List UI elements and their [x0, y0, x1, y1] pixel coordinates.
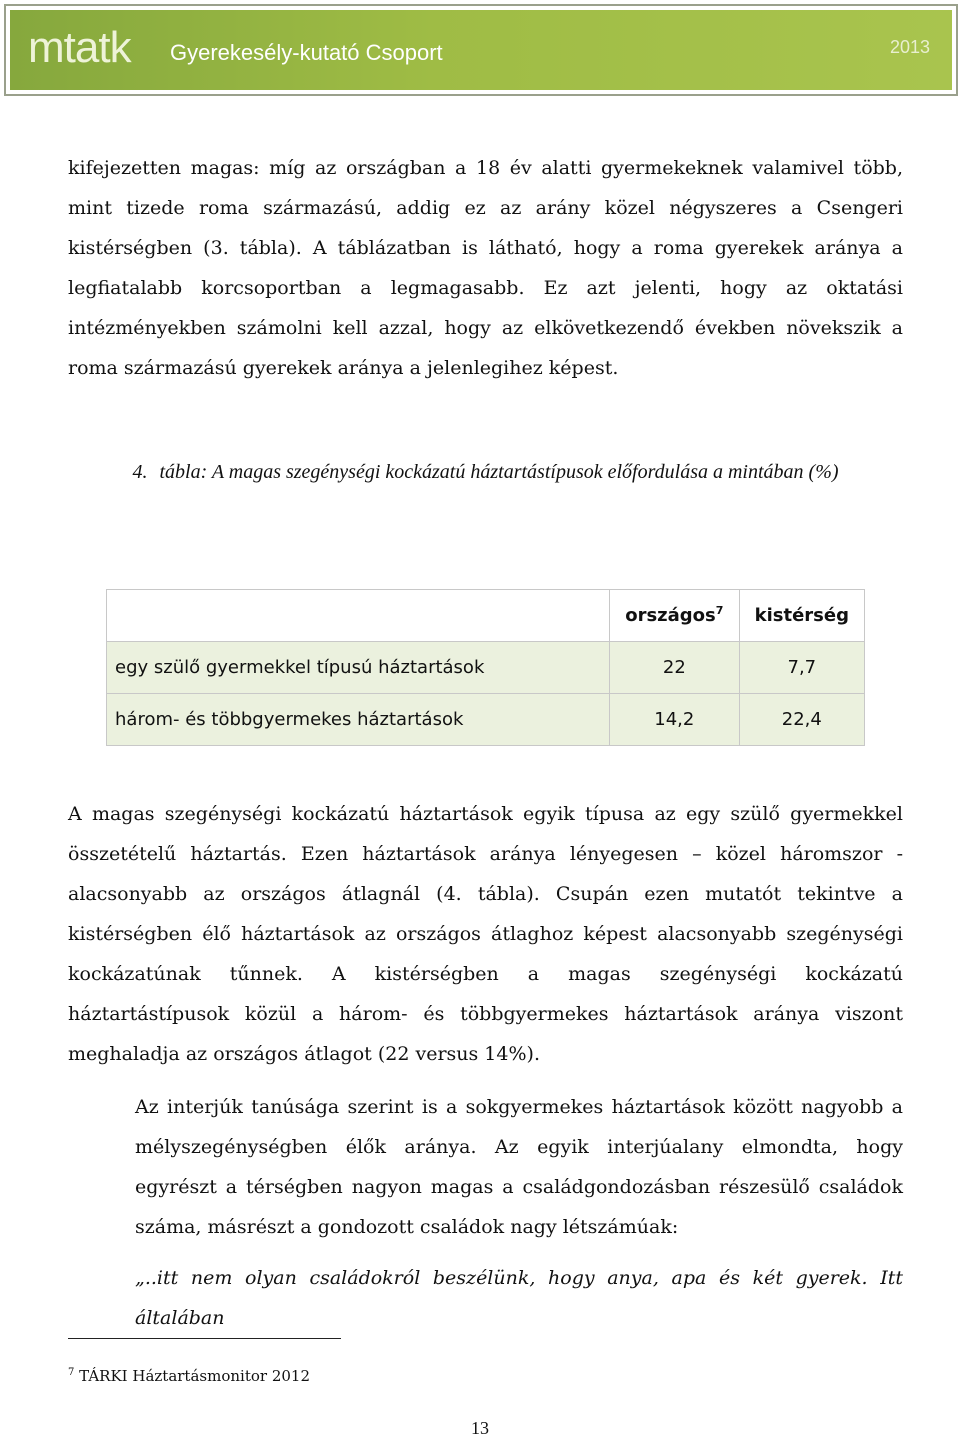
page-number: 13 — [471, 1418, 489, 1438]
footnote-text: TÁRKI Háztartásmonitor 2012 — [79, 1367, 310, 1385]
table-caption — [68, 452, 903, 492]
table-header-row — [107, 590, 865, 642]
cell-orszagos: 22 — [610, 642, 740, 694]
footnote-divider — [68, 1338, 341, 1339]
table-row — [107, 694, 865, 746]
cell-orszagos: 14,2 — [610, 694, 740, 746]
table-header-blank — [107, 590, 610, 642]
banner-background — [10, 10, 952, 90]
paragraph-analysis: A magas szegénységi kockázatú háztartások egyik típusa az egy szülő gyermekkel összetételű háztartás. Ezen háztartások aránya lényegesen – közel háromszor - alacsonyabb az országos átlagnál (4. tábla). Csupán ezen mutatót tekintve a kistérségben élő háztartások az országos átlaghoz képest alacsonyabb szegénységi kockázatúnak tűnnek. A kistérségben a magas szegénységi kockázatú háztartástípusok közül a három- és többgyermekes háztartások aránya viszont meghaladja az országos átlagot (22 versus 14%). — [68, 803, 903, 1065]
group-name: Gyerekesély-kutató Csoport — [170, 40, 443, 65]
footnote — [68, 1366, 310, 1386]
header-kisterseg: kistérség — [739, 590, 864, 642]
table-caption-text: tábla: A magas szegénységi kockázatú háztartástípusok előfordulása a mintában (%) — [159, 461, 839, 483]
table-row — [107, 642, 865, 694]
header-orszagos-label: országos — [625, 605, 716, 626]
row-label: három- és többgyermekes háztartások — [107, 694, 610, 746]
cell-kisterseg: 7,7 — [739, 642, 864, 694]
header-orszagos — [610, 590, 740, 642]
paragraph-intro: kifejezetten magas: míg az országban a 18 év alatti gyermekeknek valamivel több, mint tizede roma származású, addig ez az arány közel négyszeres a Csengeri kistérségben (3. tábla). A táblázatban is látható, hogy a roma gyerekek aránya a legfiatalabb korcsoportban a legmagasabb. Ez azt jelenti, hogy az oktatási intézményekben számolni kell azzal, hogy az elkövetkezendő években növekszik a roma származású gyerekek aránya a jelenlegihez képest. — [68, 157, 903, 379]
header-banner — [4, 4, 958, 96]
footnote-ref: 7 — [715, 604, 724, 617]
cell-kisterseg: 22,4 — [739, 694, 864, 746]
interview-quote: „..itt nem olyan családokról beszélünk, hogy anya, apa és két gyerek. Itt általában — [135, 1267, 903, 1329]
paragraph-interviews: Az interjúk tanúsága szerint is a sokgyermekes háztartások között nagyobb a mélyszegénységben élők aránya. Az egyik interjúalany elmondta, hogy egyrészt a térségben nagyon magas a családgondozásban részesülő családok száma, másrészt a gondozott családok nagy létszámúak: — [135, 1096, 903, 1238]
mtatk-logo: mtatk — [28, 23, 131, 72]
household-type-table — [106, 589, 865, 746]
table-caption-number: 4. — [132, 461, 148, 483]
row-label: egy szülő gyermekkel típusú háztartások — [107, 642, 610, 694]
header-year: 2013 — [889, 37, 930, 57]
footnote-number: 7 — [68, 1367, 75, 1378]
